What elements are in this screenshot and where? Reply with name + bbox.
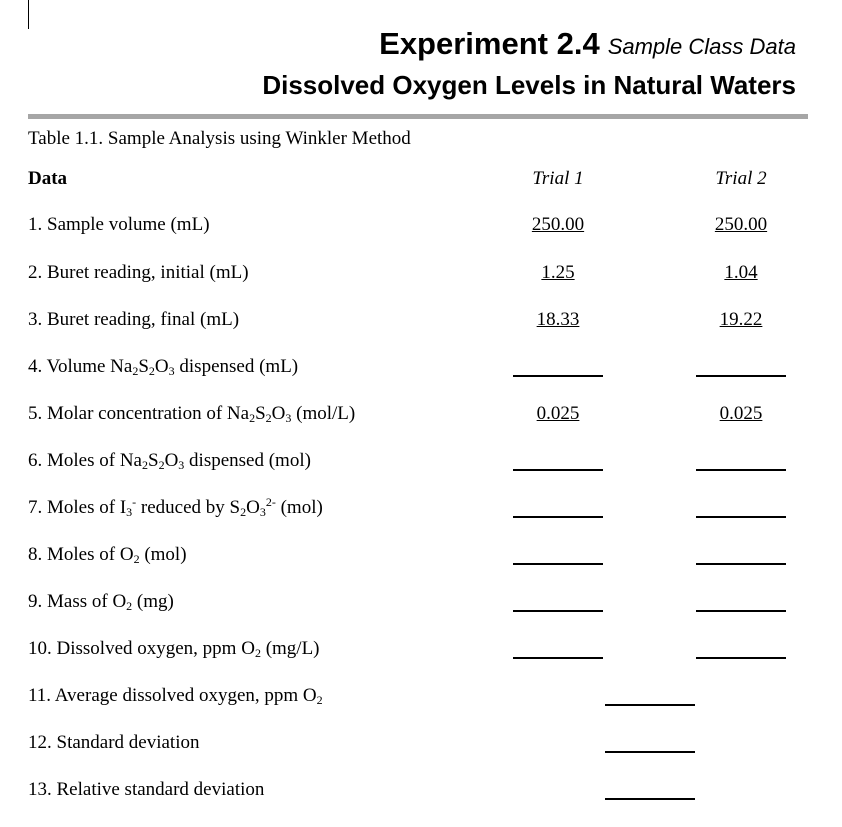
experiment-number: Experiment 2.4: [379, 26, 600, 61]
trial1-value: 1.25: [541, 262, 575, 283]
row-number: 13.: [28, 779, 52, 800]
summary-answer-blank[interactable]: [605, 751, 695, 753]
row-number: 11.: [28, 685, 52, 706]
row-number: 7.: [28, 497, 43, 518]
trial2-answer-blank[interactable]: [696, 610, 786, 612]
row-number: 6.: [28, 450, 43, 471]
row-label: Buret reading, final (mL): [47, 309, 240, 330]
row-number: 3.: [28, 309, 43, 330]
row-label: Mass of $O_2$ (mg): [47, 591, 174, 613]
row-label: Moles of $O_2$ (mol): [47, 544, 187, 566]
table-row: [28, 261, 249, 285]
table-row: [28, 684, 323, 708]
table-row: [28, 213, 210, 237]
trial1-answer-blank[interactable]: [513, 610, 603, 612]
trial2-column-header: Trial 2: [715, 168, 767, 189]
row-label: Buret reading, initial (mL): [47, 262, 249, 283]
row-number: 8.: [28, 544, 43, 565]
trial1-answer-blank[interactable]: [513, 469, 603, 471]
trial2-value: 19.22: [719, 309, 763, 330]
row-label: Volume $Na_2S_2O_3$ dispensed (mL): [46, 356, 299, 378]
table-row: [28, 449, 311, 473]
row-label: Molar concentration of $Na_2S_2O_3$ (mol/L): [47, 403, 356, 425]
table-row: [28, 590, 174, 614]
table-row: [28, 731, 200, 755]
text-cursor: [28, 0, 29, 29]
trial1-answer-blank[interactable]: [513, 375, 603, 377]
trial2-value: 0.025: [719, 403, 763, 424]
table-caption: Table 1.1. Sample Analysis using Winkler Method: [28, 128, 411, 149]
trial2-answer-blank[interactable]: [696, 375, 786, 377]
trial1-answer-blank[interactable]: [513, 563, 603, 565]
trial2-value: 1.04: [724, 262, 758, 283]
data-column-header: Data: [28, 168, 68, 189]
trial2-answer-blank[interactable]: [696, 657, 786, 659]
row-label: Moles of $Na_2S_2O_3$ dispensed (mol): [47, 450, 311, 472]
experiment-header: [379, 24, 796, 70]
row-number: 2.: [28, 262, 43, 283]
row-number: 12.: [28, 732, 52, 753]
table-row: [28, 778, 264, 802]
table-row: [28, 496, 323, 520]
trial1-answer-blank[interactable]: [513, 516, 603, 518]
summary-answer-blank[interactable]: [605, 704, 695, 706]
row-label: Dissolved oxygen, ppm $O_2$ (mg/L): [56, 638, 320, 660]
row-number: 10.: [28, 638, 52, 659]
table-row: [28, 308, 239, 332]
row-label: Relative standard deviation: [56, 779, 265, 800]
trial2-answer-blank[interactable]: [696, 516, 786, 518]
trial1-answer-blank[interactable]: [513, 657, 603, 659]
row-label: Sample volume (mL): [47, 214, 210, 235]
trial2-value: 250.00: [714, 214, 768, 235]
experiment-subtitle: Sample Class Data: [607, 34, 796, 59]
trial2-answer-blank[interactable]: [696, 469, 786, 471]
row-label: Standard deviation: [56, 732, 200, 753]
table-row: [28, 637, 320, 661]
trial1-column-header: Trial 1: [532, 168, 584, 189]
table-row: [28, 543, 187, 567]
trial1-value: 18.33: [536, 309, 580, 330]
row-number: 9.: [28, 591, 43, 612]
header-divider: [28, 114, 808, 119]
table-row: [28, 402, 355, 426]
page-title: Dissolved Oxygen Levels in Natural Waters: [262, 70, 796, 100]
row-number: 5.: [28, 403, 43, 424]
row-number: 4.: [28, 356, 43, 377]
table-row: [28, 355, 298, 379]
row-label: Moles of $I_3^-$ reduced by $S_2O_3^{2-}$ (mol): [47, 495, 323, 519]
trial2-answer-blank[interactable]: [696, 563, 786, 565]
row-number: 1.: [28, 214, 43, 235]
trial1-value: 250.00: [531, 214, 585, 235]
summary-answer-blank[interactable]: [605, 798, 695, 800]
row-label: Average dissolved oxygen, ppm $O_2$: [54, 685, 323, 707]
trial1-value: 0.025: [536, 403, 580, 424]
